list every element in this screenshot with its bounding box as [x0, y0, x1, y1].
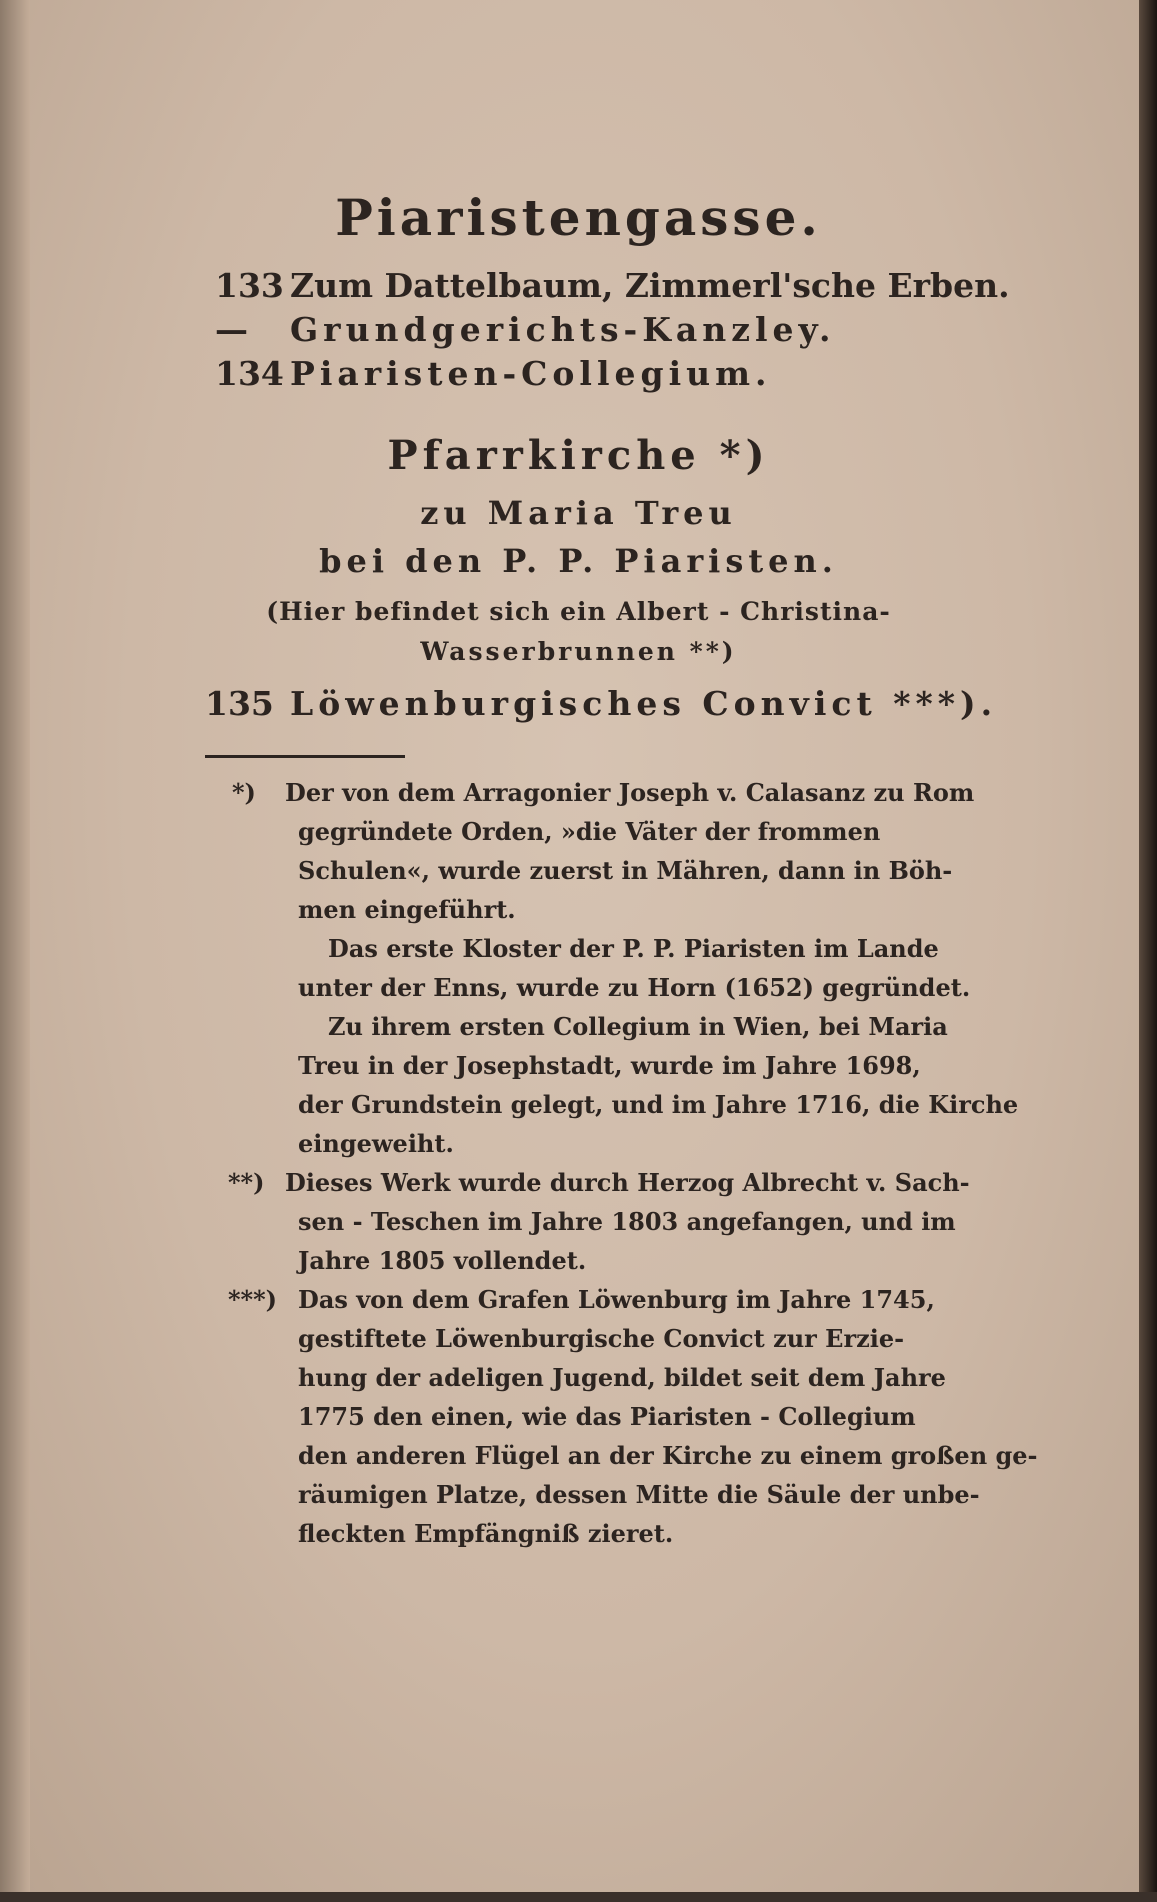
- entry-number: 133: [215, 266, 284, 305]
- footnote-1-line: men eingeführt.: [298, 895, 516, 924]
- entry-text: Piaristen-Collegium.: [290, 354, 772, 393]
- footnote-3-line: den anderen Flügel an der Kirche zu einem großen ge-: [298, 1441, 1038, 1470]
- church-note-line-1: (Hier befindet sich ein Albert - Christina-: [266, 597, 891, 626]
- footnote-marker-1: *): [232, 778, 256, 807]
- footnote-1-line: Das erste Kloster der P. P. Piaristen im Lande: [328, 934, 939, 963]
- footnote-marker-3: ***): [228, 1285, 278, 1314]
- footnote-1-line: Zu ihrem ersten Collegium in Wien, bei Maria: [328, 1012, 948, 1041]
- entry-number: 134: [215, 354, 284, 393]
- footnote-3-line: räumigen Platze, dessen Mitte die Säule der unbe-: [298, 1480, 980, 1509]
- entry-text: Zum Dattelbaum, Zimmerl'sche Erben.: [290, 266, 1010, 305]
- entry-dash: [215, 310, 835, 349]
- entry-133: [215, 266, 1010, 305]
- footnote-1-line: gegründete Orden, »die Väter der frommen: [298, 817, 881, 846]
- page-title: Piaristengasse.: [335, 188, 822, 247]
- footnote-3-line: Das von dem Grafen Löwenburg im Jahre 1745,: [298, 1285, 935, 1314]
- footnote-rule: [205, 755, 405, 758]
- footnote-1-line: Schulen«, wurde zuerst in Mähren, dann in Böh-: [298, 856, 953, 885]
- footnote-3-line: gestiftete Löwenburgische Convict zur Erzie-: [298, 1324, 905, 1353]
- page-gutter: [0, 0, 30, 1902]
- church-note-line-2: Wasserbrunnen **): [420, 637, 737, 666]
- footnote-3-line: 1775 den einen, wie das Piaristen - Collegium: [298, 1402, 916, 1431]
- footnote-3-line: fleckten Empfängniß zieret.: [298, 1519, 674, 1548]
- footnote-1-line: Treu in der Josephstadt, wurde im Jahre 1698,: [298, 1051, 921, 1080]
- footnote-marker-2: **): [228, 1168, 265, 1197]
- entry-number: —: [215, 310, 248, 349]
- church-line-2: bei den P. P. Piaristen.: [319, 542, 838, 580]
- footnote-3-line: hung der adeligen Jugend, bildet seit dem Jahre: [298, 1363, 946, 1392]
- footnote-1-line: eingeweiht.: [298, 1129, 454, 1158]
- church-heading: Pfarrkirche *): [387, 432, 770, 479]
- church-line-1: zu Maria Treu: [420, 494, 737, 532]
- page-edge: [1139, 0, 1157, 1902]
- footnote-2-line: sen - Teschen im Jahre 1803 angefangen, und im: [298, 1207, 956, 1236]
- entry-text: Grundgerichts-Kanzley.: [290, 310, 836, 349]
- page-bottom-edge: [0, 1892, 1157, 1902]
- entry-134: [215, 354, 772, 393]
- entry-text: Löwenburgisches Convict ***).: [290, 684, 998, 723]
- footnote-1-line: Der von dem Arragonier Joseph v. Calasanz zu Rom: [285, 778, 975, 807]
- entry-number: 135: [205, 684, 274, 723]
- footnote-2-line: Dieses Werk wurde durch Herzog Albrecht v. Sach-: [285, 1168, 970, 1197]
- entry-135: [205, 684, 997, 723]
- footnote-1-line: der Grundstein gelegt, und im Jahre 1716, die Kirche: [298, 1090, 1019, 1119]
- footnote-2-line: Jahre 1805 vollendet.: [298, 1246, 587, 1275]
- footnote-1-line: unter der Enns, wurde zu Horn (1652) gegründet.: [298, 973, 971, 1002]
